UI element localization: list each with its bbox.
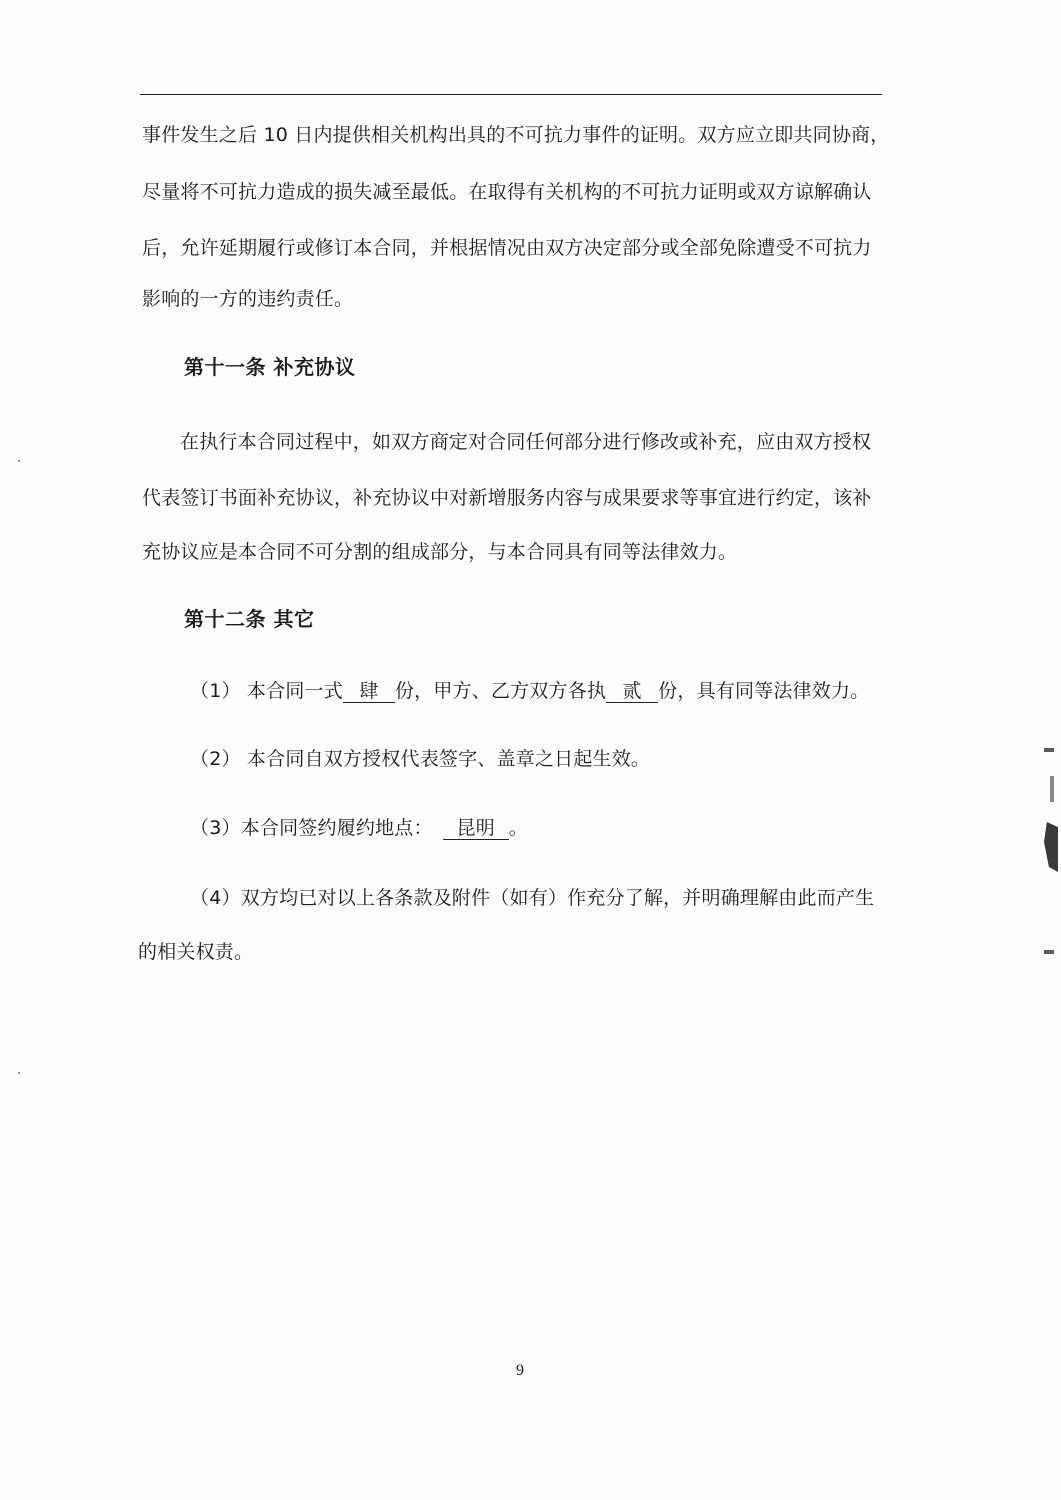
scan-mark-3: [1044, 822, 1058, 872]
scan-dot-1: [18, 460, 20, 462]
place-field: 昆明: [443, 817, 509, 840]
copies-each-field: 贰: [606, 680, 658, 703]
article-12-item-4-line-2: 的相关权责。: [138, 941, 254, 963]
continuation-line-3: 后，允许延期履行或修订本合同，并根据情况由双方决定部分或全部免除遭受不可抗力: [142, 237, 872, 259]
scan-mark-4: [1044, 950, 1054, 954]
item-1-suffix: 份，具有同等法律效力。: [658, 680, 870, 702]
item-1-prefix: （1） 本合同一式: [190, 680, 343, 702]
item-1-mid: 份，甲方、乙方双方各执: [394, 680, 607, 702]
page-number: 9: [516, 1362, 524, 1379]
scan-dot-2: [18, 1072, 20, 1074]
article-11-heading: 第十一条 补充协议: [184, 355, 356, 379]
scan-mark-1: [1044, 748, 1054, 752]
continuation-line-4: 影响的一方的违约责任。: [142, 288, 354, 310]
article-12-heading: 第十二条 其它: [184, 607, 315, 631]
item-3-prefix: （3）本合同签约履约地点：: [190, 817, 433, 839]
header-rule: [140, 94, 882, 95]
article-12-item-4-line-1: （4）双方均已对以上各条款及附件（如有）作充分了解，并明确理解由此而产生: [190, 887, 875, 909]
article-12-item-2: （2） 本合同自双方授权代表签字、盖章之日起生效。: [190, 748, 651, 770]
scan-mark-2: [1050, 776, 1054, 802]
article-11-line-2: 代表签订书面补充协议，补充协议中对新增服务内容与成果要求等事宜进行约定，该补: [142, 487, 872, 509]
article-11-line-1: 在执行本合同过程中，如双方商定对合同任何部分进行修改或补充，应由双方授权: [180, 431, 872, 453]
continuation-line-2: 尽量将不可抗力造成的损失减至最低。在取得有关机构的不可抗力证明或双方谅解确认: [142, 181, 872, 203]
copies-total-field: 肆: [343, 680, 395, 703]
article-12-item-3: [190, 816, 528, 840]
article-11-line-3: 充协议应是本合同不可分割的组成部分，与本合同具有同等法律效力。: [142, 541, 738, 563]
continuation-line-1: 事件发生之后 10 日内提供相关机构出具的不可抗力事件的证明。双方应立即共同协商，: [142, 124, 890, 146]
item-3-suffix: 。: [508, 817, 528, 839]
article-12-item-1: [190, 679, 869, 703]
